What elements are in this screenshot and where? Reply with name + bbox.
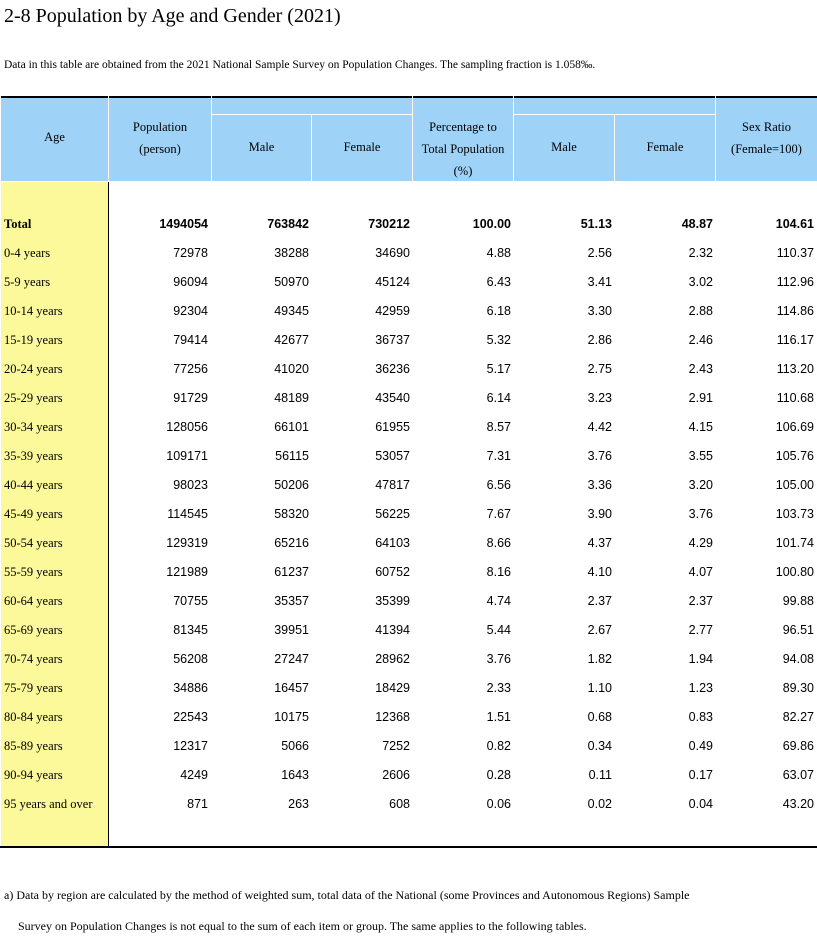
cell-percent-female: 0.83	[688, 710, 713, 724]
cell-male: 16457	[274, 681, 309, 695]
cell-percent-female: 4.07	[688, 565, 713, 579]
cell-percent-male: 3.23	[587, 391, 612, 405]
table-row	[0, 645, 817, 674]
cell-female: 35399	[375, 594, 410, 608]
footnote-line2: Survey on Population Changes is not equal to the sum of each item or group. The same applies to the following tables.	[18, 919, 587, 933]
cell-age: 70-74 years	[4, 652, 63, 666]
cell-age: 40-44 years	[4, 478, 63, 492]
cell-population: 79414	[173, 333, 208, 347]
cell-population: 12317	[173, 739, 208, 753]
header-percentage-line3: (%)	[453, 164, 473, 178]
cell-sex-ratio: 114.86	[776, 304, 814, 318]
table-row	[0, 413, 817, 442]
cell-population: 114545	[167, 507, 208, 521]
table-row	[0, 239, 817, 268]
cell-female: 18429	[375, 681, 410, 695]
cell-percent-total: 6.18	[486, 304, 511, 318]
cell-female: 12368	[375, 710, 410, 724]
cell-percent-female: 2.37	[688, 594, 713, 608]
cell-percent-female: 0.17	[688, 768, 713, 782]
table-bottom-rule	[0, 846, 817, 848]
cell-age: 90-94 years	[4, 768, 63, 782]
cell-percent-female: 2.91	[688, 391, 713, 405]
header-female: Female	[312, 115, 412, 181]
cell-female: 64103	[375, 536, 410, 550]
cell-sex-ratio: 110.68	[776, 391, 814, 405]
cell-female: 41394	[375, 623, 410, 637]
cell-population: 4249	[180, 768, 208, 782]
cell-percent-male: 0.11	[588, 768, 612, 782]
cell-percent-total: 8.16	[486, 565, 511, 579]
cell-percent-total: 7.67	[486, 507, 511, 521]
cell-age: 85-89 years	[4, 739, 63, 753]
cell-percent-female: 0.04	[688, 797, 713, 811]
cell-female: 7252	[382, 739, 410, 753]
table-row	[0, 587, 817, 616]
table-row	[0, 616, 817, 645]
page-title: 2-8 Population by Age and Gender (2021)	[4, 5, 341, 27]
table-row	[0, 297, 817, 326]
cell-percent-male: 3.36	[587, 478, 612, 492]
header-percentage-line1: Percentage to	[429, 120, 497, 134]
cell-population: 70755	[173, 594, 208, 608]
cell-male: 1643	[281, 768, 309, 782]
cell-percent-female: 2.77	[688, 623, 713, 637]
cell-population: 129319	[166, 536, 208, 550]
header-male: Male	[212, 115, 311, 181]
cell-percent-female: 2.46	[688, 333, 713, 347]
cell-age: 95 years and over	[4, 797, 93, 811]
cell-percent-male: 1.10	[587, 681, 612, 695]
cell-male: 763842	[267, 217, 309, 231]
cell-sex-ratio: 104.61	[775, 217, 814, 231]
cell-age: 15-19 years	[4, 333, 63, 347]
cell-age: 0-4 years	[4, 246, 51, 260]
cell-age: 30-34 years	[4, 420, 63, 434]
cell-population: 96094	[173, 275, 208, 289]
cell-age: 25-29 years	[4, 391, 63, 405]
cell-female: 47817	[375, 478, 410, 492]
cell-female: 53057	[375, 449, 410, 463]
cell-percent-female: 3.20	[688, 478, 713, 492]
cell-percent-total: 4.88	[486, 246, 511, 260]
cell-percent-total: 5.17	[486, 362, 511, 376]
cell-sex-ratio: 94.08	[782, 652, 814, 666]
cell-age: Total	[4, 217, 32, 231]
cell-population: 72978	[173, 246, 208, 260]
cell-age: 20-24 years	[4, 362, 63, 376]
header-sex-ratio-line1: Sex Ratio	[742, 120, 791, 134]
cell-sex-ratio: 112.96	[776, 275, 814, 289]
cell-percent-male: 2.75	[587, 362, 612, 376]
cell-population: 92304	[173, 304, 208, 318]
cell-female: 60752	[375, 565, 410, 579]
cell-female: 45124	[375, 275, 410, 289]
table-row	[0, 355, 817, 384]
population-table	[0, 96, 817, 848]
cell-sex-ratio: 96.51	[782, 623, 814, 637]
table-row	[0, 326, 817, 355]
cell-percent-male: 2.56	[587, 246, 612, 260]
cell-male: 61237	[274, 565, 309, 579]
table-row	[0, 442, 817, 471]
cell-female: 36737	[375, 333, 410, 347]
cell-percent-male: 3.41	[587, 275, 612, 289]
cell-female: 608	[389, 797, 410, 811]
table-row	[0, 761, 817, 790]
cell-percent-total: 6.56	[486, 478, 511, 492]
cell-population: 77256	[173, 362, 208, 376]
cell-percent-female: 2.88	[688, 304, 713, 318]
cell-age: 75-79 years	[4, 681, 63, 695]
cell-percent-female: 0.49	[688, 739, 713, 753]
header-group-percentage-split	[514, 96, 715, 114]
cell-percent-total: 1.51	[486, 710, 511, 724]
cell-population: 109171	[166, 449, 208, 463]
cell-percent-male: 2.37	[587, 594, 612, 608]
cell-percent-male: 51.13	[580, 217, 612, 231]
cell-sex-ratio: 113.20	[776, 362, 814, 376]
cell-male: 48189	[274, 391, 309, 405]
cell-population: 56208	[173, 652, 208, 666]
cell-percent-total: 5.32	[486, 333, 511, 347]
cell-percent-female: 3.76	[688, 507, 713, 521]
cell-percent-female: 1.94	[688, 652, 713, 666]
cell-sex-ratio: 105.76	[775, 449, 814, 463]
cell-percent-total: 4.74	[486, 594, 511, 608]
cell-percent-total: 7.31	[486, 449, 511, 463]
cell-sex-ratio: 106.69	[775, 420, 814, 434]
cell-population: 1494054	[159, 217, 208, 231]
cell-percent-male: 2.67	[587, 623, 612, 637]
cell-population: 91729	[173, 391, 208, 405]
cell-male: 50970	[274, 275, 309, 289]
cell-age: 50-54 years	[4, 536, 63, 550]
cell-population: 22543	[173, 710, 208, 724]
cell-percent-total: 8.66	[486, 536, 511, 550]
cell-female: 42959	[375, 304, 410, 318]
header-percentage	[413, 96, 513, 181]
cell-percent-female: 48.87	[681, 217, 713, 231]
table-row	[0, 471, 817, 500]
cell-percent-male: 3.30	[587, 304, 612, 318]
cell-female: 28962	[375, 652, 410, 666]
cell-sex-ratio: 103.73	[775, 507, 814, 521]
cell-female: 34690	[375, 246, 410, 260]
cell-percent-male: 4.37	[587, 536, 612, 550]
header-percentage-line2: Total Population	[421, 142, 505, 156]
cell-age: 35-39 years	[4, 449, 63, 463]
cell-percent-female: 1.23	[688, 681, 713, 695]
total-row	[0, 210, 817, 239]
cell-population: 81345	[173, 623, 208, 637]
table-row	[0, 674, 817, 703]
cell-male: 66101	[274, 420, 309, 434]
cell-percent-total: 0.28	[486, 768, 511, 782]
cell-age: 5-9 years	[4, 275, 51, 289]
cell-male: 41020	[274, 362, 309, 376]
table-row	[0, 500, 817, 529]
header-population	[109, 96, 211, 181]
cell-percent-male: 3.90	[587, 507, 612, 521]
cell-female: 43540	[375, 391, 410, 405]
cell-male: 65216	[274, 536, 309, 550]
cell-male: 56115	[275, 449, 309, 463]
cell-population: 128056	[166, 420, 208, 434]
cell-percent-male: 3.76	[587, 449, 612, 463]
cell-male: 263	[288, 797, 309, 811]
cell-sex-ratio: 69.86	[782, 739, 814, 753]
table-row	[0, 529, 817, 558]
cell-percent-total: 5.44	[486, 623, 511, 637]
cell-percent-male: 0.34	[587, 739, 612, 753]
header-population-line2: (person)	[139, 142, 181, 156]
cell-percent-total: 6.43	[486, 275, 511, 289]
cell-population: 98023	[173, 478, 208, 492]
cell-percent-total: 2.33	[486, 681, 511, 695]
cell-male: 5066	[281, 739, 309, 753]
header-male-percentage: Male	[514, 115, 614, 181]
cell-sex-ratio: 99.88	[782, 594, 814, 608]
cell-age: 55-59 years	[4, 565, 63, 579]
cell-male: 27247	[274, 652, 309, 666]
cell-male: 58320	[274, 507, 309, 521]
header-female-percentage: Female	[615, 115, 715, 181]
table-description: Data in this table are obtained from the 2021 National Sample Survey on Population Changes. The sampling fraction is 1.058‰.	[4, 59, 596, 71]
cell-male: 50206	[274, 478, 309, 492]
cell-percent-female: 3.55	[688, 449, 713, 463]
cell-percent-total: 8.57	[486, 420, 511, 434]
cell-population: 121989	[166, 565, 208, 579]
cell-female: 56225	[375, 507, 410, 521]
cell-female: 2606	[382, 768, 410, 782]
cell-male: 35357	[274, 594, 309, 608]
cell-male: 10175	[274, 710, 309, 724]
cell-male: 38288	[274, 246, 309, 260]
cell-percent-total: 100.00	[472, 217, 511, 231]
cell-age: 80-84 years	[4, 710, 63, 724]
table-row	[0, 558, 817, 587]
cell-male: 49345	[274, 304, 309, 318]
cell-male: 39951	[274, 623, 309, 637]
cell-percent-male: 0.02	[587, 797, 612, 811]
cell-sex-ratio: 82.27	[782, 710, 814, 724]
table-row	[0, 732, 817, 761]
cell-population: 34886	[173, 681, 208, 695]
cell-sex-ratio: 116.17	[776, 333, 814, 347]
header-group-population-split	[212, 96, 412, 114]
cell-percent-total: 0.82	[486, 739, 511, 753]
cell-percent-total: 3.76	[486, 652, 511, 666]
cell-sex-ratio: 110.37	[776, 246, 814, 260]
cell-percent-total: 6.14	[486, 391, 511, 405]
cell-sex-ratio: 89.30	[782, 681, 814, 695]
table-row	[0, 384, 817, 413]
cell-percent-female: 2.43	[688, 362, 713, 376]
cell-female: 730212	[368, 217, 410, 231]
cell-percent-female: 4.15	[688, 420, 713, 434]
cell-age: 45-49 years	[4, 507, 63, 521]
cell-female: 36236	[375, 362, 410, 376]
header-sex-ratio	[716, 96, 817, 181]
cell-percent-female: 2.32	[688, 246, 713, 260]
cell-sex-ratio: 63.07	[782, 768, 814, 782]
cell-male: 42677	[274, 333, 309, 347]
cell-percent-male: 0.68	[587, 710, 612, 724]
table-row	[0, 790, 817, 819]
cell-age: 60-64 years	[4, 594, 63, 608]
cell-percent-female: 3.02	[688, 275, 713, 289]
cell-sex-ratio: 105.00	[775, 478, 814, 492]
cell-percent-male: 1.82	[587, 652, 612, 666]
cell-sex-ratio: 100.80	[775, 565, 814, 579]
cell-sex-ratio: 101.74	[775, 536, 814, 550]
header-sex-ratio-line2: (Female=100)	[731, 142, 802, 156]
cell-percent-male: 4.10	[587, 565, 612, 579]
table-row	[0, 268, 817, 297]
cell-percent-female: 4.29	[688, 536, 713, 550]
cell-percent-male: 2.86	[587, 333, 612, 347]
cell-sex-ratio: 43.20	[782, 797, 814, 811]
cell-percent-male: 4.42	[587, 420, 612, 434]
cell-age: 10-14 years	[4, 304, 63, 318]
header-population-line1: Population	[132, 120, 188, 134]
footnote-line1: a) Data by region are calculated by the method of weighted sum, total data of the National (some Provinces and Autonomous Regions) Sample	[4, 888, 690, 902]
cell-age: 65-69 years	[4, 623, 63, 637]
cell-population: 871	[187, 797, 208, 811]
header-age: Age	[1, 96, 108, 181]
cell-female: 61955	[375, 420, 410, 434]
cell-percent-total: 0.06	[486, 797, 511, 811]
table-row	[0, 703, 817, 732]
